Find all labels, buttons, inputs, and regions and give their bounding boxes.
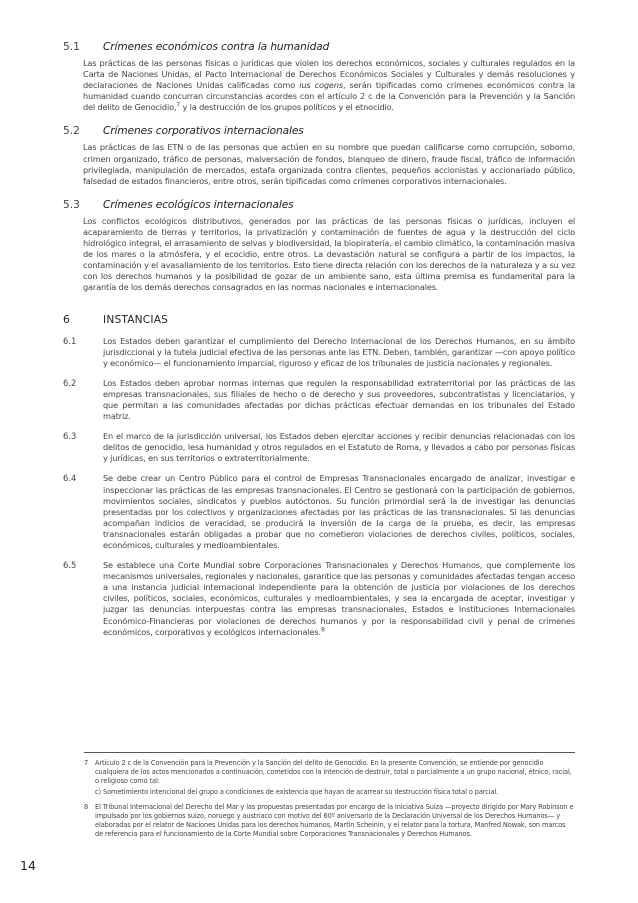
subsection-title: Crímenes económicos contra la humanidad (103, 41, 330, 53)
subsection-heading (63, 125, 575, 137)
subsection-number: 5.1 (63, 41, 80, 53)
subsection-number: 5.2 (63, 125, 80, 138)
item-text: En el marco de la jurisdicción universal, los Estados deben ejercitar acciones y recibir denuncias relacionadas con los delitos de genocidio, lesa humanidad y otros regulados en el Estatuto de Roma, y llevados a cabo por personas físicas y jurídicas, en sus territorios o extraterritorialmente. (103, 431, 575, 464)
item-number: 6.4 (63, 473, 77, 484)
footnote-body (95, 759, 575, 797)
subsection-title: Crímenes corporativos internacionales (103, 125, 304, 138)
page-number: 14 (20, 858, 36, 873)
subsection-title: Crímenes ecológicos internacionales (103, 198, 294, 211)
subsection-heading (63, 41, 575, 53)
subsection-5-1 (63, 41, 575, 113)
footnote-text: El Tribunal Internacional del Derecho del Mar y las propuestas presentadas por encargo de la Iniciativa Suiza —proyecto dirigido por Mary Robinson e impulsado por los gobiernos suizo, noruego y austriaco con motivo del 60º aniversario de la Declaración Universal de los Derechos Humanos— y elaboradas por el relator de Naciones Unidas para los derechos humanos, Martin Scheinin, y el relator para la tortura, Manfred Nowak, son marcos de referencia para el funcionamiento de la Corte Mundial sobre Corporaciones Transnacionales y Derechos Humanos. (95, 803, 574, 838)
item-number: 6.2 (63, 377, 77, 388)
item-text: Los Estados deben garantizar el cumplimiento del Derecho Internacional de los Derechos Humanos, en su ámbito jurisdiccional y la tutela judicial efectiva de las personas ante las ETN. Deben, también, garantizar —con apoyo político y económico— el funcionamiento imparcial, riguroso y eficaz de los tribunales de justicia nacionales y regionales. (103, 335, 575, 368)
section-number: 6 (63, 313, 70, 326)
footnotes (84, 752, 575, 845)
footnote-number: 7 (84, 759, 89, 767)
section-title: INSTANCIAS (103, 313, 169, 326)
paragraph-text: Las prácticas de las personas físicas o jurídicas que violen los derechos económicos, sociales y culturales regulados en la Carta de Naciones Unidas, el Pacto Internacional de Derechos Económicos Sociales y Culturales y demás resoluciones y declaraciones de Naciones Unidas calificadas como (83, 58, 575, 91)
subsection-paragraph (83, 58, 575, 113)
subsection-5-3 (63, 199, 575, 294)
paragraph-text-end: y la destrucción de los grupos políticos y el etnocidio. (180, 102, 394, 113)
main-content (63, 41, 575, 647)
section-heading-instancias (63, 314, 575, 326)
footnote (84, 759, 575, 797)
subsection-paragraph: Los conflictos ecológicos distributivos, generados por las prácticas de las personas físicas o jurídicas, incluyen el acaparamiento de tierras y territorios, la privatización y contaminación de fuentes de agua y la destrucción del ciclo hidrológico integral, el arrasamiento de selvas y biodiversidad, la biopiratería, el cambio climático, la contaminación masiva de los mares o la atmósfera, y el ecocidio, entre otros. La devastación natural se configura a partir de los impactos, la contaminación y el avasallamiento de los territorios. Esto tiene directa relación con los derechos de la naturaleza y a su vez con los derechos humanos y la posibilidad de gozar de un ambiente sano, esta última premisa es fundamental para la garantía de los demás derechos consagrados en las normas nacionales e internacionales. (83, 215, 575, 293)
italic-term: ius cogens (299, 80, 343, 91)
subsection-paragraph: Las prácticas de las ETN o de las personas que actúen en su nombre que puedan calificarse como corrupción, soborno, crimen organizado, tráfico de personas, malversación de fondos, blanqueo de dinero, fraude fiscal, tráfico de información privilegiada, manipulación de mercados, estafa organizada contra clientes, pequeños accionistas y accionariado público, falsedad de estados financieros, entre otros, serán tipificadas como crímenes corporativos internacionales. (83, 142, 575, 186)
footnote-text: c) Sometimiento intencional del grupo a condiciones de existencia que hayan de acarrear su destrucción física total o parcial. (95, 788, 499, 796)
list-item (63, 336, 575, 369)
item-text: Se debe crear un Centro Público para el control de Empresas Transnacionales encargado de analizar, investigar e inspeccionar las prácticas de las empresas transnacionales. El Centro se gestionará con la participación de gobiernos, movimientos sociales, sindicatos y pueblos autóctonos. Su función primordial será la de investigar las denuncias presentadas por los colectivos y organizaciones afectadas por las prácticas de las transnacionales. Si las denuncias acompañan indicios de veracidad, se producirá la inversión de la carga de la prueba, es decir, las empresas transnacionales estarán obligadas a probar que no cometieron violaciones de derechos civiles, políticos, sociales, económicos, culturales y medioambientales. (103, 473, 575, 550)
item-text (103, 560, 575, 638)
paragraph-text-continued: , serán tipificadas como crímenes económicos contra la humanidad cuando concurran circunstancias acordes con el artículo 2 c de la Convención para la Prevención y la Sanción del delito de Genocidio, (83, 80, 575, 113)
item-text: Los Estados deben aprobar normas internas que regulen la responsabilidad extraterritorial por las prácticas de las empresas transnacionales, sus filiales de hecho o de derecho y sus proveedores, subcontratistas y licenciatarios, y que permitan a las comunidades afectadas por dichas prácticas efectuar demandas en los tribunales del Estado matriz. (103, 377, 575, 422)
item-text-body: Se establece una Corte Mundial sobre Corporaciones Transnacionales y Derechos Humanos, que complemente los mecanismos universales, regionales y nacionales, garantice que las personas y comunidades afectadas tengan acceso a una instancia judicial internacional independiente para la obtención de justicia por violaciones de los derechos civiles, políticos, sociales, económicos, culturales y medioambientales, y sea la encargada de aceptar, investigar y juzgar las denuncias interpuestas contra las empresas transnacionales, Estados e Instituciones Internacionales Económico-Financieras por violaciones de derechos humanos y por la responsabilidad civil y penal de crímenes económicos, corporativos y ecológicos internacionales. (103, 560, 575, 637)
item-number: 6.3 (63, 431, 77, 442)
footnote (84, 803, 575, 839)
footnote-text: Artículo 2 c de la Convención para la Prevención y la Sanción del delito de Genocidio. En la presente Convención, se entiende por genocidio cualquiera de los actos mencionados a continuación, cometidos con la intención de destruir, total o parcialmente a un grupo nacional, étnico, racial, o religioso como tal: (95, 759, 572, 785)
subsection-heading (63, 199, 575, 211)
item-number: 6.1 (63, 335, 77, 346)
footnote-ref[interactable]: 7 (176, 101, 181, 109)
footnote-number: 8 (84, 803, 89, 811)
item-number: 6.5 (63, 560, 77, 571)
footnote-ref[interactable]: 8 (321, 625, 325, 633)
footnote-body (95, 803, 575, 839)
subsection-number: 5.3 (63, 198, 80, 211)
subsection-5-2 (63, 125, 575, 186)
list-item (63, 378, 575, 422)
list-item (63, 431, 575, 464)
list-item (63, 560, 575, 638)
list-item (63, 473, 575, 551)
